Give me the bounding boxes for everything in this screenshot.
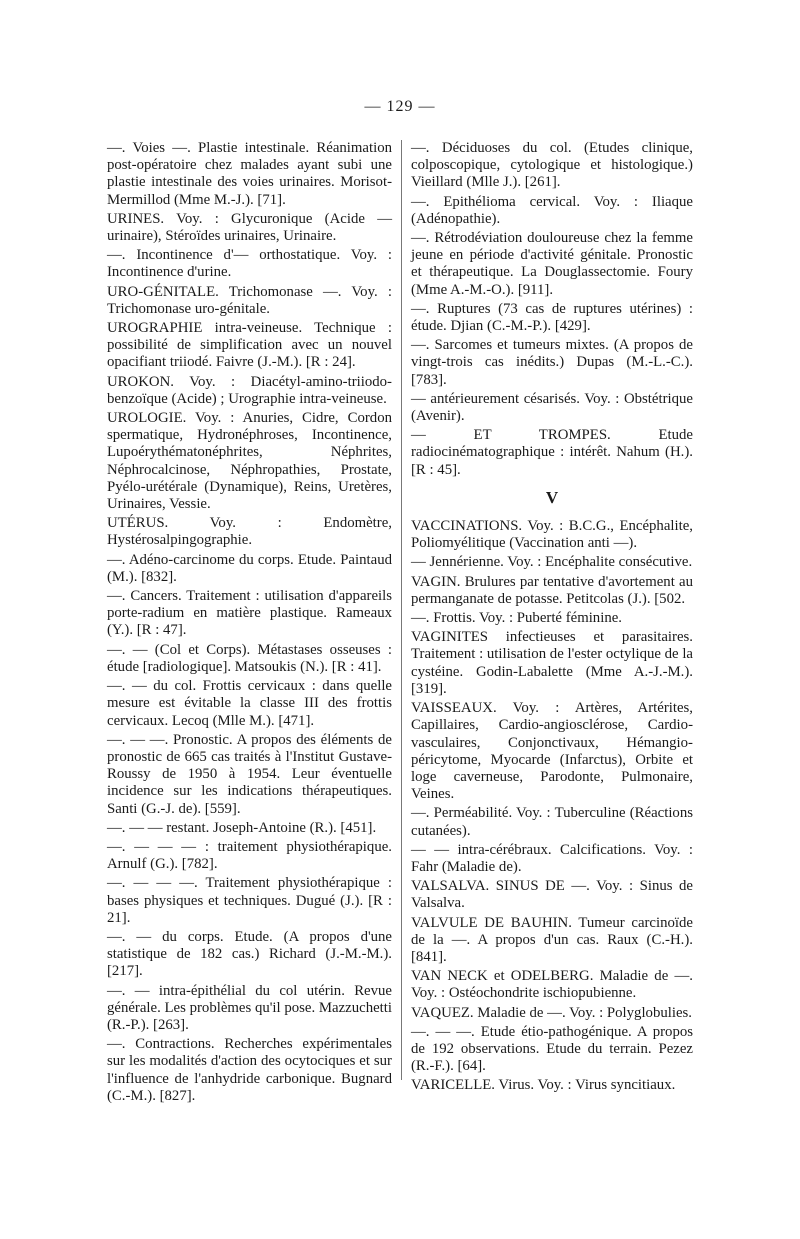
right-column (411, 140, 693, 1097)
index-entry: —. — (Col et Corps). Métastases osseuses : étude [radiologique]. Matsoukis (N.). [R : 41]. (107, 641, 392, 675)
left-column (107, 140, 392, 1107)
index-entry: — antérieurement césarisés. Voy. : Obstétrique (Avenir). (411, 390, 693, 425)
index-entry: —. — du corps. Etude. (A propos d'une statistique de 182 cas.) Richard (J.-M.-M.). [217]. (107, 928, 392, 980)
index-entry: —. — — — : traitement physiothérapique. Arnulf (G.). [782]. (107, 838, 392, 873)
index-entry: —. Ruptures (73 cas de ruptures utérines) : étude. Djian (C.-M.-P.). [429]. (411, 300, 693, 335)
index-entry: —. Adéno-carcinome du corps. Etude. Paintaud (M.). [832]. (107, 551, 392, 585)
index-entry: —. Incontinence d'— orthostatique. Voy. : Incontinence d'urine. (107, 247, 392, 281)
column-divider (401, 140, 402, 1080)
index-entry: VAQUEZ. Maladie de —. Voy. : Polyglobulies. (411, 1004, 692, 1021)
index-entry: VAN NECK et ODELBERG. Maladie de —. Voy. : Ostéochondrite ischiopubienne. (411, 968, 693, 1002)
index-entry: VALSALVA. SINUS DE —. Voy. : Sinus de Valsalva. (411, 878, 693, 912)
index-entry: —. — — —. Traitement physiothérapique : bases physiques et techniques. Dugué (J.). [R : 21]. (107, 875, 392, 926)
index-entry: —. Epithélioma cervical. Voy. : Iliaque (Adénopathie). (411, 193, 693, 227)
index-entry: VACCINATIONS. Voy. : B.C.G., Encéphalite, Poliomyélitique (Vaccination anti —). (411, 518, 693, 552)
index-entry: UROLOGIE. Voy. : Anuries, Cidre, Cordon spermatique, Hydronéphroses, Incontinence, Lupoérythématonéphrites, Néphrites, Néphrocalcinose, Néphropathies, Prostate, Pyélo-urétérale (Dynamique), Reins, Uretères, Urinaires, Vessie. (107, 410, 392, 513)
index-entry: VALVULE DE BAUHIN. Tumeur carcinoïde de la —. A propos d'un cas. Raux (C.-H.). [841]. (411, 914, 693, 965)
index-entry: —. — —. Pronostic. A propos des éléments de pronostic de 665 cas traités à l'Institut Gustave-Roussy de 1950 à 1954. Leur éventuelle incidence sur les indications thérapeutiques. Santi (G.-J. de). [559]. (107, 731, 392, 817)
index-entry: VAGIN. Brulures par tentative d'avortement au permanganate de potasse. Petitcolas (J.). [502. (411, 573, 693, 607)
index-entry: —. Contractions. Recherches expérimentales sur les modalités d'action des ocytociques et sur l'influence de l'anhydride carbonique. Bugnard (C.-M.). [827]. (107, 1036, 392, 1104)
index-entry: URINES. Voy. : Glycuronique (Acide — urinaire), Stéroïdes urinaires, Urinaire. (107, 210, 392, 245)
index-entry: —. — du col. Frottis cervicaux : dans quelle mesure est évitable la classe III des frottis cervicaux. Lecoq (Mlle M.). [471]. (107, 678, 392, 729)
page-number: — 129 — (364, 98, 436, 115)
index-entry: URO-GÉNITALE. Trichomonase —. Voy. : Trichomonase uro-génitale. (107, 283, 392, 317)
index-entry: UROKON. Voy. : Diacétyl-amino-triiodo-benzoïque (Acide) ; Urographie intra-veineuse. (107, 373, 392, 407)
index-entry: — — intra-cérébraux. Calcifications. Voy. : Fahr (Maladie de). (411, 841, 693, 875)
index-entry: —. — —. Etude étio-pathogénique. A propos de 192 observations. Etude du terrain. Pezez (R.-F.). [64]. (411, 1023, 693, 1075)
index-entry: —. — intra-épithélial du col utérin. Revue générale. Les problèmes qu'il pose. Mazzuchetti (R.-P.). [263]. (107, 982, 392, 1033)
index-entry: UTÉRUS. Voy. : Endomètre, Hystérosalpingographie. (107, 515, 392, 549)
index-entry: —. Cancers. Traitement : utilisation d'appareils porte-radium en matière plastique. Rameaux (Y.). [R : 47]. (107, 588, 392, 639)
index-entry: —. Rétrodéviation douloureuse chez la femme jeune en période d'activité génitale. Pronostic et thérapeutique. La Douglassectomie. Foury (Mme A.-M.-O.). [911]. (411, 230, 693, 298)
index-entry: — Jennérienne. Voy. : Encéphalite consécutive. (411, 554, 693, 571)
index-entry: —. Frottis. Voy. : Puberté féminine. (411, 610, 622, 627)
index-entry: —. — — restant. Joseph-Antoine (R.). [451]. (107, 819, 377, 836)
index-entry: VAGINITES infectieuses et parasitaires. Traitement : utilisation de l'ester octylique de la cystéine. Godin-Labalette (Mme A.-J.-M.). [319]. (411, 629, 693, 697)
index-entry: VARICELLE. Virus. Voy. : Virus syncitiaux. (411, 1077, 676, 1094)
index-entry: —. Perméabilité. Voy. : Tuberculine (Réactions cutanées). (411, 805, 693, 839)
index-entry: —. Voies —. Plastie intestinale. Réanimation post-opératoire chez malades ayant subi une plastie intestinale des voies urinaires. Morisot-Mermillod (Mme M.-J.). [71]. (107, 140, 392, 208)
index-entry: UROGRAPHIE intra-veineuse. Technique : possibilité de simplification avec un nouvel opacifiant triiodé. Faivre (J.-M.). [R : 24]. (107, 320, 392, 371)
section-letter: V (545, 487, 559, 507)
index-entry: — ET TROMPES. Etude radiocinématographique : intérêt. Nahum (H.). [R : 45]. (411, 427, 693, 478)
index-entry: —. Déciduoses du col. (Etudes clinique, colposcopique, cytologique et histologique.) Vieillard (Mlle J.). [261]. (411, 140, 693, 191)
index-entry: VAISSEAUX. Voy. : Artères, Artérites, Capillaires, Cardio-angiosclérose, Cardio-vasculaires, Conjonctivaux, Hémangio-péricytome, Myocarde (Infarctus), Orbite et loge caverneuse, Parodonte, Pulmonaire, Veines. (411, 700, 693, 803)
index-entry: —. Sarcomes et tumeurs mixtes. (A propos de vingt-trois cas inédits.) Dupas (M.-L.-C.). [783]. (411, 337, 693, 388)
